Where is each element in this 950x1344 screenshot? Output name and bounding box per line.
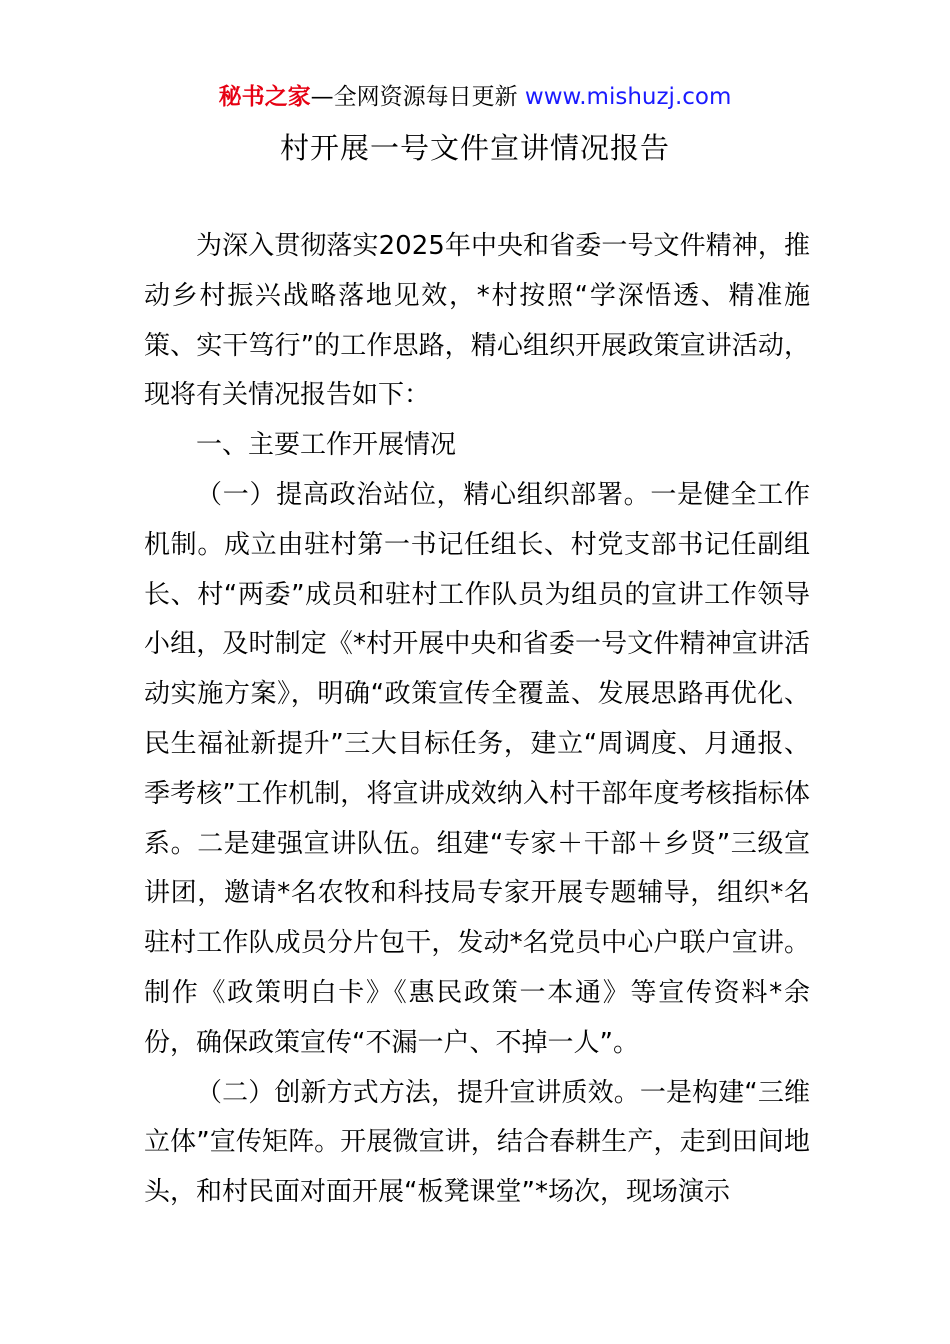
section-heading: 一、主要工作开展情况 <box>196 430 457 461</box>
document-body <box>144 222 810 1218</box>
body-paragraph: （一）提高政治站位，精心组织部署。一是健全工作机制。成立由驻村第一书记任组长、村党支部书记任副组长、村“两委”成员和驻村工作队员为组员的宣讲工作领导小组，及时制定《*村开展中央和省委一号文件精神宣讲活动实施方案》，明确“政策宣传全覆盖、发展思路再优化、民生福祉新提升”三大目标任务，建立“周调度、月通报、季考核”工作机制，将宣讲成效纳入村干部年度考核指标体系。二是建强宣讲队伍。组建“专家＋干部＋乡贤”三级宣讲团，邀请*名农牧和科技局专家开展专题辅导，组织*名驻村工作队成员分片包干，发动*名党员中心户联户宣讲。制作《政策明白卡》《惠民政策一本通》等宣传资料*余份，确保政策宣传“不漏一户、不掉一人”。 <box>144 479 810 1058</box>
site-header <box>0 80 950 114</box>
intro-paragraph: 为深入贯彻落实2025年中央和省委一号文件精神，推动乡村振兴战略落地见效，*村按照“学深悟透、精准施策、实干笃行”的工作思路，精心组织开展政策宣讲活动，现将有关情况报告如下： <box>144 231 810 411</box>
body-paragraph: （二）创新方式方法，提升宣讲质效。一是构建“三维立体”宣传矩阵。开展微宣讲，结合春耕生产，走到田间地头，和村民面对面开展“板凳课堂”*场次，现场演示 <box>144 1077 810 1208</box>
header-tagline: —全网资源每日更新 <box>310 84 525 110</box>
document-title: 村开展一号文件宣讲情况报告 <box>279 131 670 165</box>
brand-name: 秘书之家 <box>218 84 311 110</box>
site-url-link[interactable]: www.mishuzj.com <box>524 84 732 110</box>
